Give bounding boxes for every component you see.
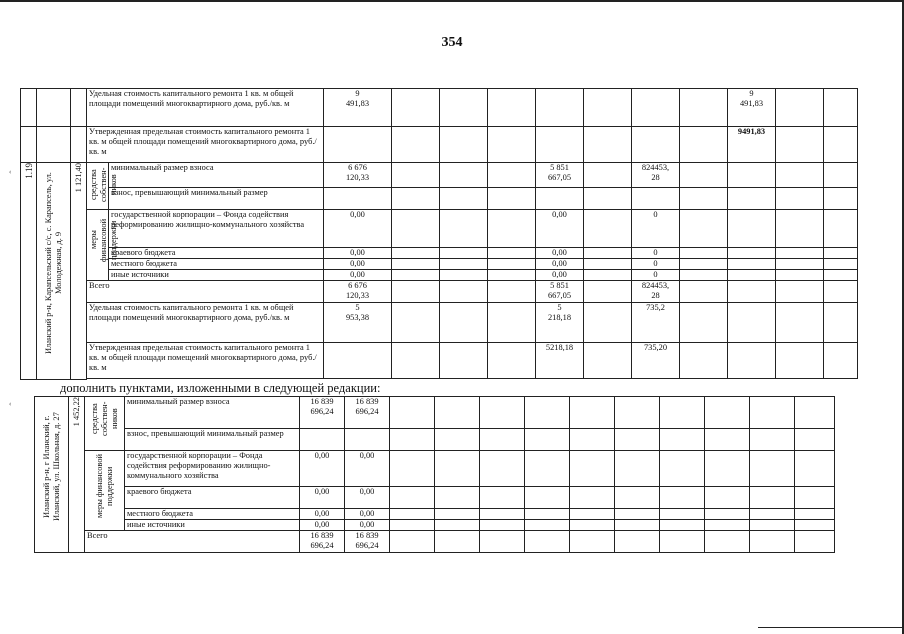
row-label: местного бюджета xyxy=(125,509,300,520)
item-address: Иланский р-н, г Иланский, г. Иланский, ул. Школьная, д. 27 xyxy=(35,397,69,553)
table-row xyxy=(21,270,858,281)
cell-value: 5218,18 xyxy=(536,343,584,379)
row-label: местного бюджета xyxy=(109,259,324,270)
table-row xyxy=(21,343,858,379)
cell-value: 0,00 xyxy=(300,509,345,520)
table-row xyxy=(21,248,858,259)
support-label: меры финансовой поддержки xyxy=(85,451,125,531)
table-row xyxy=(35,397,835,429)
cell-value: 0,00 xyxy=(300,520,345,531)
table-row xyxy=(21,303,858,343)
owners-funds-label: средства собствен-ников xyxy=(85,397,125,451)
cell-value: 0,00 xyxy=(300,487,345,509)
page-number: 354 xyxy=(441,35,463,50)
cell-value: 5 851 667,05 xyxy=(536,281,584,303)
table-row xyxy=(35,531,835,553)
cell-value: 0,00 xyxy=(324,259,392,270)
margin-mark: ‹ xyxy=(9,168,12,176)
cell-value: 0 xyxy=(632,248,680,259)
row-label: иные источники xyxy=(109,270,324,281)
row-label: минимальный размер взноса xyxy=(125,397,300,429)
capital-repair-table-2 xyxy=(34,396,835,553)
row-label: минимальный размер взноса xyxy=(109,163,324,188)
row-label: краевого бюджета xyxy=(109,248,324,259)
cell-value: 824453, 28 xyxy=(632,281,680,303)
page-bottom-mark xyxy=(758,627,904,628)
table-row xyxy=(21,259,858,270)
cell-value: 0,00 xyxy=(345,451,390,487)
row-label: Всего xyxy=(87,281,324,303)
item-number: 1.19 xyxy=(21,163,37,380)
table-row xyxy=(21,89,858,127)
cell-value: 0,00 xyxy=(536,210,584,248)
cell-value: 0 xyxy=(632,210,680,248)
table-row xyxy=(21,210,858,248)
cell-value: 5 851 667,05 xyxy=(536,163,584,188)
table-row xyxy=(21,163,858,188)
cell-value: 0,00 xyxy=(324,210,392,248)
table-row xyxy=(21,281,858,303)
cell-value: 16 839 696,24 xyxy=(345,397,390,429)
amendment-note: дополнить пунктами, изложенными в следующей редакции: xyxy=(60,381,381,395)
cell-value: 16 839 696,24 xyxy=(345,531,390,553)
cell-value: 0,00 xyxy=(345,487,390,509)
cell-value: 16 839 696,24 xyxy=(300,397,345,429)
row-label: взнос, превышающий минимальный размер xyxy=(125,429,300,451)
cell-value: 0,00 xyxy=(345,520,390,531)
row-label-unit-cost: Удельная стоимость капитального ремонта 1 кв. м общей площади помещений многоквартирного дома, руб./кв. м xyxy=(87,89,324,127)
cell-value: 6 676 120,33 xyxy=(324,281,392,303)
table-row xyxy=(35,509,835,520)
cell-value: 16 839 696,24 xyxy=(300,531,345,553)
row-label: краевого бюджета xyxy=(125,487,300,509)
cell-value: 0,00 xyxy=(324,270,392,281)
row-label: Всего xyxy=(85,531,300,553)
cell-value: 0,00 xyxy=(536,259,584,270)
cell-value: 0,00 xyxy=(536,270,584,281)
cell-value: 735,2 xyxy=(632,303,680,343)
item-address: Иланский р-н, Карапсельский с/с, с. Карапсель, ул. Молодежная, д. 9 xyxy=(37,163,71,380)
cell-value: 0 xyxy=(632,259,680,270)
cell-value: 5 218,18 xyxy=(536,303,584,343)
table-row xyxy=(35,451,835,487)
cell-value: 9 491,83 xyxy=(728,89,776,127)
row-label: государственной корпорации – Фонда содействия реформированию жилищно-коммунального хозяйства xyxy=(109,210,324,248)
cell-value: 0,00 xyxy=(324,248,392,259)
row-label-limit-cost: Утвержденная предельная стоимость капитального ремонта 1 кв. м общей площади помещений многоквартирного дома, руб./кв. м xyxy=(87,343,324,379)
item-area: 1 121,40 xyxy=(71,163,87,380)
row-label: иные источники xyxy=(125,520,300,531)
cell-value: 735,20 xyxy=(632,343,680,379)
cell-value: 0,00 xyxy=(300,451,345,487)
row-label-limit-cost: Утвержденная предельная стоимость капитального ремонта 1 кв. м общей площади помещений многоквартирного дома, руб./кв. м xyxy=(87,127,324,163)
cell-value: 9491,83 xyxy=(728,127,776,163)
cell-value: 0,00 xyxy=(536,248,584,259)
table-row xyxy=(35,487,835,509)
table-row xyxy=(21,188,858,210)
cell-value: 824453, 28 xyxy=(632,163,680,188)
table-row xyxy=(21,127,858,163)
margin-mark: ‹ xyxy=(9,400,12,408)
page-top-border xyxy=(0,0,904,2)
capital-repair-table-1 xyxy=(20,88,858,380)
cell-value: 0,00 xyxy=(345,509,390,520)
table-row xyxy=(35,520,835,531)
row-label: взнос, превышающий минимальный размер xyxy=(109,188,324,210)
cell-value: 9 491,83 xyxy=(324,89,392,127)
cell-value: 5 953,38 xyxy=(324,303,392,343)
support-label: меры финансовой поддержки xyxy=(87,210,109,281)
table-row xyxy=(35,429,835,451)
cell-value: 6 676 120,33 xyxy=(324,163,392,188)
row-label: государственной корпорации – Фонда содействия реформированию жилищно-коммунального хозяйства xyxy=(125,451,300,487)
owners-funds-label: средства собствен-ников xyxy=(87,163,109,210)
cell-value: 0 xyxy=(632,270,680,281)
item-area: 1 452,22 xyxy=(69,397,85,553)
row-label-unit-cost: Удельная стоимость капитального ремонта 1 кв. м общей площади помещений многоквартирного дома, руб./кв. м xyxy=(87,303,324,343)
